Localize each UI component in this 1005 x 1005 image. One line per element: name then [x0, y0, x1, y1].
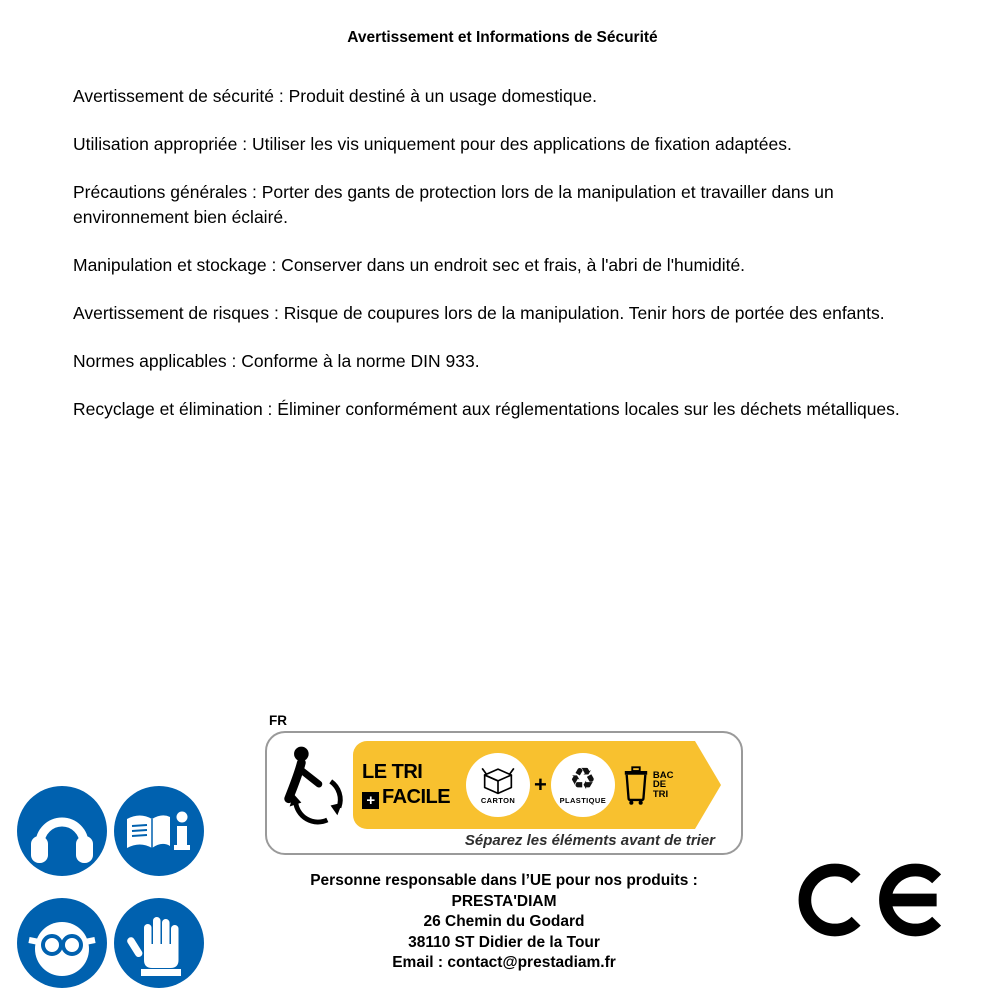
- tri-facile-band: [353, 741, 695, 829]
- sorting-bin-icon: [622, 763, 650, 807]
- bin-line3: TRI: [652, 788, 669, 800]
- safety-paragraph: Recyclage et élimination : Éliminer conformément aux réglementations locales sur les déchets métalliques.: [73, 399, 900, 419]
- mandatory-pictograms: [17, 786, 204, 988]
- safety-paragraph: Manipulation et stockage : Conserver dans un endroit sec et frais, à l'abri de l'humidité.: [73, 255, 746, 275]
- safety-paragraph: Précautions générales : Porter des gants de protection lors de la manipulation et travailler dans un environnement bien éclairé.: [73, 182, 834, 227]
- plus-icon: +: [362, 792, 379, 809]
- company-name: PRESTA'DIAM: [451, 892, 557, 910]
- plastique-material-badge: [551, 753, 615, 817]
- safety-paragraph: Avertissement de sécurité : Produit destiné à un usage domestique.: [73, 86, 598, 106]
- wear-ear-protection-icon: [17, 786, 107, 876]
- address-line2: 38110 ST Didier de la Tour: [408, 933, 600, 951]
- page-title: Avertissement et Informations de Sécurité: [347, 29, 658, 46]
- tri-facile-wordmark: [362, 760, 466, 810]
- wear-eye-protection-icon: [17, 898, 107, 988]
- safety-paragraph: Avertissement de risques : Risque de coupures lors de la manipulation. Tenir hors de portée des enfants.: [73, 303, 885, 323]
- plastique-recycling-icon: ♻: [569, 763, 597, 796]
- carton-material-badge: [466, 753, 530, 817]
- safety-paragraph: Utilisation appropriée : Utiliser les vis uniquement pour des applications de fixation adaptées.: [73, 134, 792, 154]
- plus-separator: +: [534, 772, 547, 797]
- bin-line1: BAC: [652, 769, 674, 781]
- tri-facile-line2-text: FACILE: [382, 786, 451, 808]
- sorting-instruction: Séparez les éléments avant de trier: [464, 832, 715, 849]
- tri-facile-line1: LE TRI: [362, 761, 423, 783]
- bin-line2: DE: [652, 779, 667, 791]
- triman-icon: [277, 744, 351, 832]
- email-line: Email : contact@prestadiam.fr: [392, 954, 616, 971]
- wear-protective-gloves-icon: [114, 898, 204, 988]
- carton-label: CARTON: [480, 796, 516, 805]
- address-line1: 26 Chemin du Godard: [423, 913, 585, 930]
- sorting-bin-badge: [622, 763, 674, 807]
- safety-paragraphs: [73, 84, 939, 445]
- safety-paragraph: Normes applicables : Conforme à la norme DIN 933.: [73, 351, 480, 371]
- responsible-intro: Personne responsable dans l’UE pour nos produits :: [310, 872, 698, 889]
- read-manual-icon: [114, 786, 204, 876]
- ce-mark-icon: [797, 849, 947, 951]
- responsible-person-block: [265, 871, 743, 974]
- info-tri-label: [265, 731, 743, 855]
- tri-facile-line2: [362, 785, 466, 810]
- bin-text: [653, 771, 674, 800]
- country-code-label: FR: [269, 713, 287, 728]
- plastique-label: PLASTIQUE: [559, 796, 607, 805]
- carton-box-icon: [479, 765, 517, 795]
- band-arrow-tip: [695, 741, 721, 829]
